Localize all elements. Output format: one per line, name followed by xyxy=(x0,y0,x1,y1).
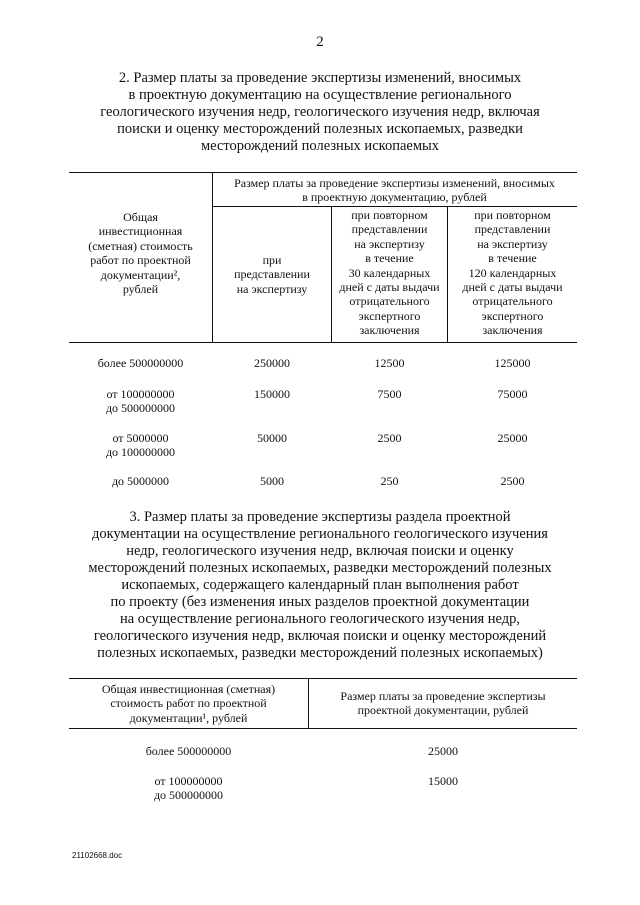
row-fee: 15000 xyxy=(428,774,458,788)
header-first-submission: при представлении на экспертизу xyxy=(234,253,310,296)
title-line: геологического изучения недр, включая поиски и оценку месторождений xyxy=(93,628,547,644)
row-fee-120: 2500 xyxy=(500,474,525,488)
title-line: месторождений полезных ископаемых, разведки месторождений полезных xyxy=(88,560,552,576)
row-fee-30: 7500 xyxy=(377,387,402,401)
row-cost: от 100000000 до 500000000 xyxy=(105,387,176,416)
row-fee-first: 150000 xyxy=(254,387,290,401)
row-cost: от 100000000 до 500000000 xyxy=(153,774,224,803)
header-total-cost: Общая инвестиционная (сметная) стоимость работ по проектной документации¹, рублей xyxy=(101,682,276,725)
header-resubmission-30: при повторном представлении на экспертизу в течение 30 календарных дней с даты выдачи отрицательного экспертного заключения xyxy=(339,208,440,338)
group-header-rule xyxy=(212,206,577,207)
document-id: 21102668.doc xyxy=(72,851,123,860)
title-line: 3. Размер платы за проведение экспертизы раздела проектной xyxy=(129,509,511,525)
title-line: 2. Размер платы за проведение экспертизы изменений, вносимых xyxy=(118,70,522,86)
row-fee-30: 2500 xyxy=(377,431,402,445)
row-cost: от 5000000 до 100000000 xyxy=(105,431,176,460)
page-number: 2 xyxy=(316,34,324,50)
header-fee-group: Размер платы за проведение экспертизы изменений, вносимых в проектную документацию, рублей xyxy=(234,176,555,205)
row-fee-first: 50000 xyxy=(257,431,287,445)
table-top-rule xyxy=(69,678,577,679)
row-fee: 25000 xyxy=(428,744,458,758)
title-line: в проектную документацию на осуществление регионального xyxy=(128,87,512,103)
row-fee-120: 125000 xyxy=(494,356,531,370)
title-line: геологического изучения недр, геологического изучения недр, включая xyxy=(100,104,540,120)
row-fee-120: 25000 xyxy=(497,431,528,445)
header-resubmission-120: при повторном представлении на экспертизу в течение 120 календарных дней с даты выдачи отрицательного экспертного заключения xyxy=(462,208,563,338)
table-top-rule xyxy=(69,172,577,173)
title-line: ископаемых, содержащего календарный план выполнения работ xyxy=(121,577,519,593)
row-fee-30: 250 xyxy=(380,474,399,488)
row-cost: до 5000000 xyxy=(111,474,170,488)
header-total-cost: Общая инвестиционная (сметная) стоимость работ по проектной документации², рублей xyxy=(88,210,193,297)
row-fee-first: 250000 xyxy=(254,356,290,370)
header-fee: Размер платы за проведение экспертизы проектной документации, рублей xyxy=(340,689,546,718)
row-fee-30: 12500 xyxy=(374,356,405,370)
row-cost: более 500000000 xyxy=(145,744,232,758)
title-line: на осуществление регионального геологического изучения недр, xyxy=(119,611,521,627)
title-line: документации на осуществление регионального геологического изучения xyxy=(92,526,548,542)
section-2-title xyxy=(60,70,580,155)
section-3-title xyxy=(60,509,580,662)
row-cost: более 500000000 xyxy=(97,356,184,370)
header-bottom-rule xyxy=(69,728,577,729)
title-line: недр, геологического изучения недр, включая поиски и оценку xyxy=(126,543,514,559)
row-fee-120: 75000 xyxy=(497,387,528,401)
title-line: полезных ископаемых, разведки месторождений полезных ископаемых) xyxy=(97,645,543,661)
header-bottom-rule xyxy=(69,342,577,343)
title-line: по проекту (без изменения иных разделов проектной документации xyxy=(110,594,530,610)
title-line: поиски и оценку месторождений полезных ископаемых, разведки xyxy=(117,121,523,137)
title-line: месторождений полезных ископаемых xyxy=(200,138,439,154)
row-fee-first: 5000 xyxy=(260,474,284,488)
